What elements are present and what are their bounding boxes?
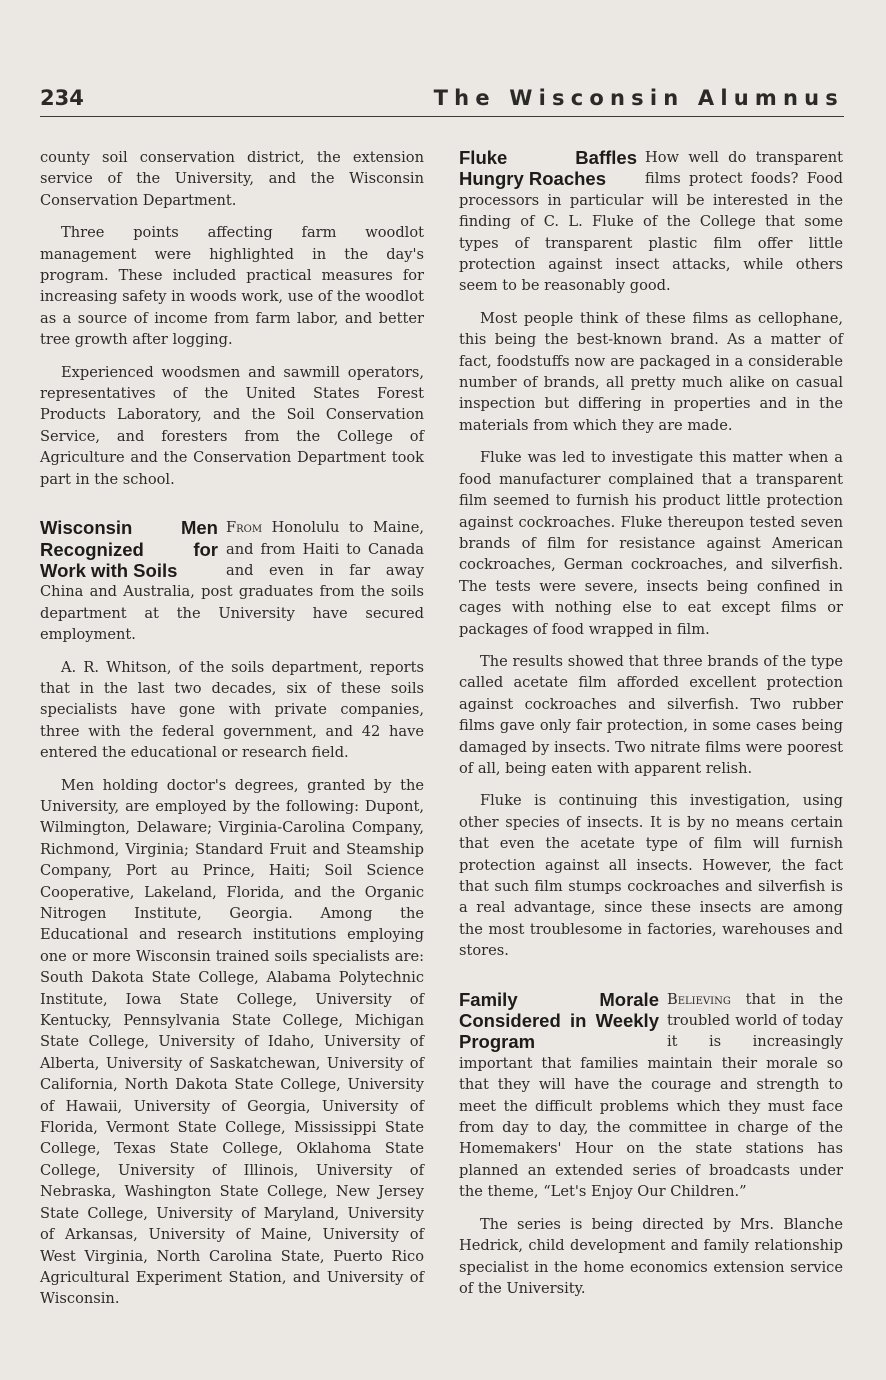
paragraph: A. R. Whitson, of the soils department, reports that in the last two decades, six of these soils specialists have gone with private companies, three with the federal government, and 42 have entered the educational or research field. (40, 658, 424, 762)
lead-word: Believing (667, 990, 731, 1008)
lead-text: Honolulu to Maine, and from Haiti to Canada and even in far away China and Australia, post graduates from the soils department at the University have secured employment. (40, 519, 424, 644)
article-fluke (459, 147, 843, 962)
paragraph: The results showed that three brands of the type called acetate film afforded excellent protection against cockroaches and silverfish. Two rubber films gave only fair protection, in some cases being damaged by insects. Two nitrate films were poorest of all, being eaten with apparent relish. (459, 652, 843, 777)
paragraph: The series is being directed by Mrs. Blanche Hedrick, child development and family relationship specialist in the home economics extension service of the University. (459, 1215, 843, 1297)
article-woodlot-continued (40, 147, 424, 490)
left-column (40, 147, 424, 1321)
page-number: 234 (40, 86, 84, 110)
article-headline: Family Morale Considered in Weekly Program (459, 988, 659, 1053)
lead-word: From (226, 519, 263, 537)
article-lead-paragraph: How well do transparent films protect foods? Food processors in particular will be interested in the finding of C. L. Fluke of the College that some types of transparent plastic film offer little protection against insect attacks, while others seem to be reasonably good. (459, 149, 843, 295)
paragraph: county soil conservation district, the extension service of the University, and the Wisconsin Conservation Department. (40, 149, 424, 209)
paragraph: Three points affecting farm woodlot management were highlighted in the day's program. These included practical measures for increasing safety in woods work, use of the woodlot as a source of income from farm labor, and better tree growth after logging. (40, 224, 424, 349)
right-column (459, 147, 843, 1310)
paragraph: Men holding doctor's degrees, granted by the University, are employed by the following: Dupont, Wilmington, Delaware; Virginia-Carolina Company, Richmond, Virginia; Standard Fruit and Steamship Company, Port au Prince, Haiti; Soil Science Cooperative, Lakeland, Florida, and the Organic Nitrogen Institute, Georgia. Among the Educational and research institutions employing one or more Wisconsin trained soils specialists are: South Dakota State College, Alabama Polytechnic Institute, Iowa State College, University of Kentucky, Pennsylvania State College, Michigan State College, University of Idaho, University of Alberta, University of Saskatchewan, University of California, North Dakota State College, University of Hawaii, University of Georgia, University of Florida, Vermont State College, Mississippi State College, Texas State College, Oklahoma State College, University of Illinois, University of Nebraska, Washington State College, New Jersey State College, University of Maryland, University of Arkansas, University of Maine, University of West Virginia, North Carolina State, Puerto Rico Agricultural Experiment Station, and University of Wisconsin. (40, 776, 424, 1308)
article-family-morale (459, 989, 843, 1300)
article-soils (40, 517, 424, 1310)
paragraph: Most people think of these films as cellophane, this being the best-known brand. As a matter of fact, foodstuffs now are packaged in a considerable number of brands, all pretty much alike on casual inspection but differing in properties and in the materials from which they are made. (459, 309, 843, 434)
paragraph: Fluke is continuing this investigation, using other species of insects. It is by no means certain that even the acetate type of film will furnish protection against all insects. However, the fact that such film stumps cockroaches and silverfish is a real advantage, since these insects are among the most troublesome in factories, warehouses and stores. (459, 792, 843, 960)
lead-text: that in the troubled world of today it is increasingly important that families maintain their morale so that they will have the courage and strength to meet the difficult problems which they must face from day to day, the committee in charge of the Homemakers' Hour on the state stations has planned an extended series of broadcasts under the theme, “Let's Enjoy Our Children.” (459, 990, 843, 1201)
article-headline: Fluke Baffles Hungry Roaches (459, 147, 637, 190)
paragraph: Experienced woodsmen and sawmill operators, representatives of the United States Forest Products Laboratory, and the Soil Conservation Service, and foresters from the College of Agriculture and the Conservation Department took part in the school. (40, 363, 424, 488)
magazine-title: The Wisconsin Alumnus (433, 86, 844, 110)
article-headline: Wisconsin Men Recognized for Work with Soils (40, 517, 218, 581)
page-header (40, 84, 844, 117)
paragraph: Fluke was led to investigate this matter when a food manufacturer complained that a transparent film seemed to furnish his product little protection against cockroaches. Fluke thereupon tested seven brands of film for resistance against American cockroaches, German cockroaches, and silverfish. The tests were severe, insects being confined in cages with nothing else to eat except films or packages of food wrapped in film. (459, 449, 843, 638)
